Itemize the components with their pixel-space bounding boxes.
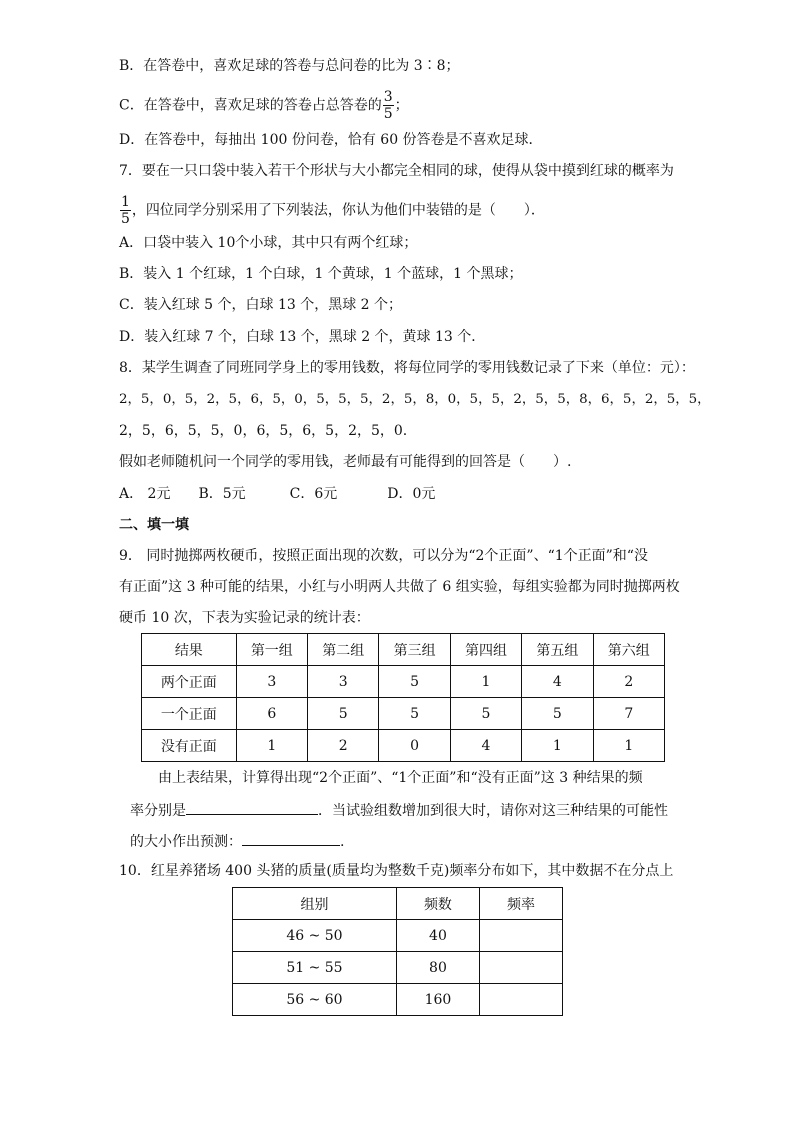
table-cell: 两个正面 [142,666,237,698]
q8-option-c: C．6元 [289,486,338,502]
table-cell: 4 [522,666,593,698]
table-cell: 5 [522,698,593,730]
q8-options [119,484,435,504]
table-header-cell: 第六组 [593,634,664,666]
table-cell: 6 [236,698,307,730]
q9-line-2: 有正面”这 3 种可能的结果，小红与小明两人共做了 6 组实验，每组实验都为同时抛掷两枚 [119,579,680,595]
q9-after-line-1: 由上表结果，计算得出现“2个正面”、“1个正面”和“没有正面”这 3 种结果的频 [158,770,643,786]
table-row [233,920,563,952]
q7-fraction-denominator: 5 [121,211,130,227]
table-header-cell: 第二组 [308,634,379,666]
q9-after-text-a: 率分别是 [130,803,186,819]
table-cell [479,952,562,984]
q9-after-text-c: 的大小作出预测： [130,834,242,850]
table-cell: 3 [308,666,379,698]
q9-after-text-b: ．当试验组数增加到很大时，请你对这三种结果的可能性 [318,803,668,819]
table-row [233,984,563,1016]
q6-option-b: B．在答卷中，喜欢足球的答卷与总问卷的比为 3∶8； [119,58,460,74]
q10-stem: 10．红星养猪场 400 头猪的质量(质量均为整数千克)频率分布如下，其中数据不在分点上 [119,863,674,879]
q9-line-3: 硬币 10 次，下表为实验记录的统计表： [119,610,370,626]
table-cell: 46 ~ 50 [233,920,397,952]
table-header-cell: 频数 [396,888,479,920]
table-cell: 1 [236,730,307,762]
q6-option-c-end: ； [394,97,409,114]
table-cell: 没有正面 [142,730,237,762]
q7-option-c: C．装入红球 5 个，白球 13 个，黑球 2 个； [119,297,403,313]
table-header-cell: 第一组 [236,634,307,666]
table-row [142,730,665,762]
q8-data-line-1: 2，5，0，5，2，5，6，5，0，5，5，5，2，5，8，0，5，5，2，5，5，8，6，5，2，5，5， [119,392,711,407]
q7-option-d: D．装入红球 7 个，白球 13 个，黑球 2 个，黄球 13 个． [119,329,486,345]
answer-blank-frequencies[interactable] [186,800,318,815]
table-cell: 1 [522,730,593,762]
table-cell: 40 [396,920,479,952]
table-cell: 3 [236,666,307,698]
table-header-row [233,888,563,920]
q8-option-a: A． 2元 [119,486,171,502]
q7-stem: 7．要在一只口袋中装入若干个形状与大小都完全相同的球，使得从袋中摸到红球的概率为 [119,163,674,179]
table-header-cell: 第四组 [450,634,521,666]
q8-question: 假如老师随机问一个同学的零用钱，老师最有可能得到的回答是（ ）. [119,454,572,470]
table-header-cell: 组别 [233,888,397,920]
q8-stem: 8．某学生调查了同班同学身上的零用钱数，将每位同学的零用钱数记录了下来（单位：元）： [119,360,695,376]
table-cell: 5 [379,666,450,698]
table-header-row [142,634,665,666]
q6-option-c [119,90,409,121]
q7-fraction-numerator: 1 [121,194,130,210]
q6-fraction-numerator: 3 [383,89,393,105]
table-header-cell: 频率 [479,888,562,920]
q9-after-line-3 [130,831,344,852]
q6-option-d: D．在答卷中，每抽出 100 份问卷，恰有 60 份答卷是不喜欢足球． [119,132,543,148]
q6-fraction-denominator: 5 [383,106,393,122]
table-cell [479,984,562,1016]
q8-option-d: D．0元 [387,486,436,502]
table-cell: 1 [450,666,521,698]
table-cell: 80 [396,952,479,984]
table-cell: 0 [379,730,450,762]
q10-frequency-table [232,887,563,1016]
table-cell: 56 ~ 60 [233,984,397,1016]
table-cell [479,920,562,952]
table-cell: 2 [593,666,664,698]
table-cell: 160 [396,984,479,1016]
table-cell: 1 [593,730,664,762]
table-row [142,666,665,698]
q9-after-line-2 [130,800,668,821]
table-cell: 5 [308,698,379,730]
q7-stem-continued [119,195,545,226]
answer-blank-prediction[interactable] [242,831,340,846]
table-cell: 2 [308,730,379,762]
table-cell: 5 [450,698,521,730]
table-row [142,698,665,730]
table-row [233,952,563,984]
q6-fraction [383,90,394,121]
q9-results-table [141,633,665,762]
table-header-cell: 第五组 [522,634,593,666]
table-cell: 一个正面 [142,698,237,730]
section-heading: 二、填一填 [119,517,189,533]
q6-option-c-text: C．在答卷中，喜欢足球的答卷占总答卷的 [119,97,382,114]
table-cell: 7 [593,698,664,730]
q9-after-text-d: . [340,834,345,850]
table-header-cell: 第三组 [379,634,450,666]
q8-data-line-2: 2，5，6，5，5，0，6，5，6，5，2，5，0. [119,423,408,439]
table-header-cell: 结果 [142,634,237,666]
table-cell: 4 [450,730,521,762]
q7-option-b: B．装入 1 个红球，1 个白球，1 个黄球，1 个蓝球，1 个黑球； [119,266,523,282]
table-cell: 5 [379,698,450,730]
q7-option-a: A．口袋中装入 10个小球，其中只有两个红球； [119,235,418,251]
q8-option-b: B．5元 [198,486,246,502]
table-cell: 51 ~ 55 [233,952,397,984]
q7-fraction [120,195,131,226]
q7-stem-text: ，四位同学分别采用了下列装法，你认为他们中装错的是（ ）． [131,202,545,219]
q9-line-1: 9． 同时抛掷两枚硬币，按照正面出现的次数，可以分为“2个正面”、“1个正面”和“没 [119,548,648,564]
